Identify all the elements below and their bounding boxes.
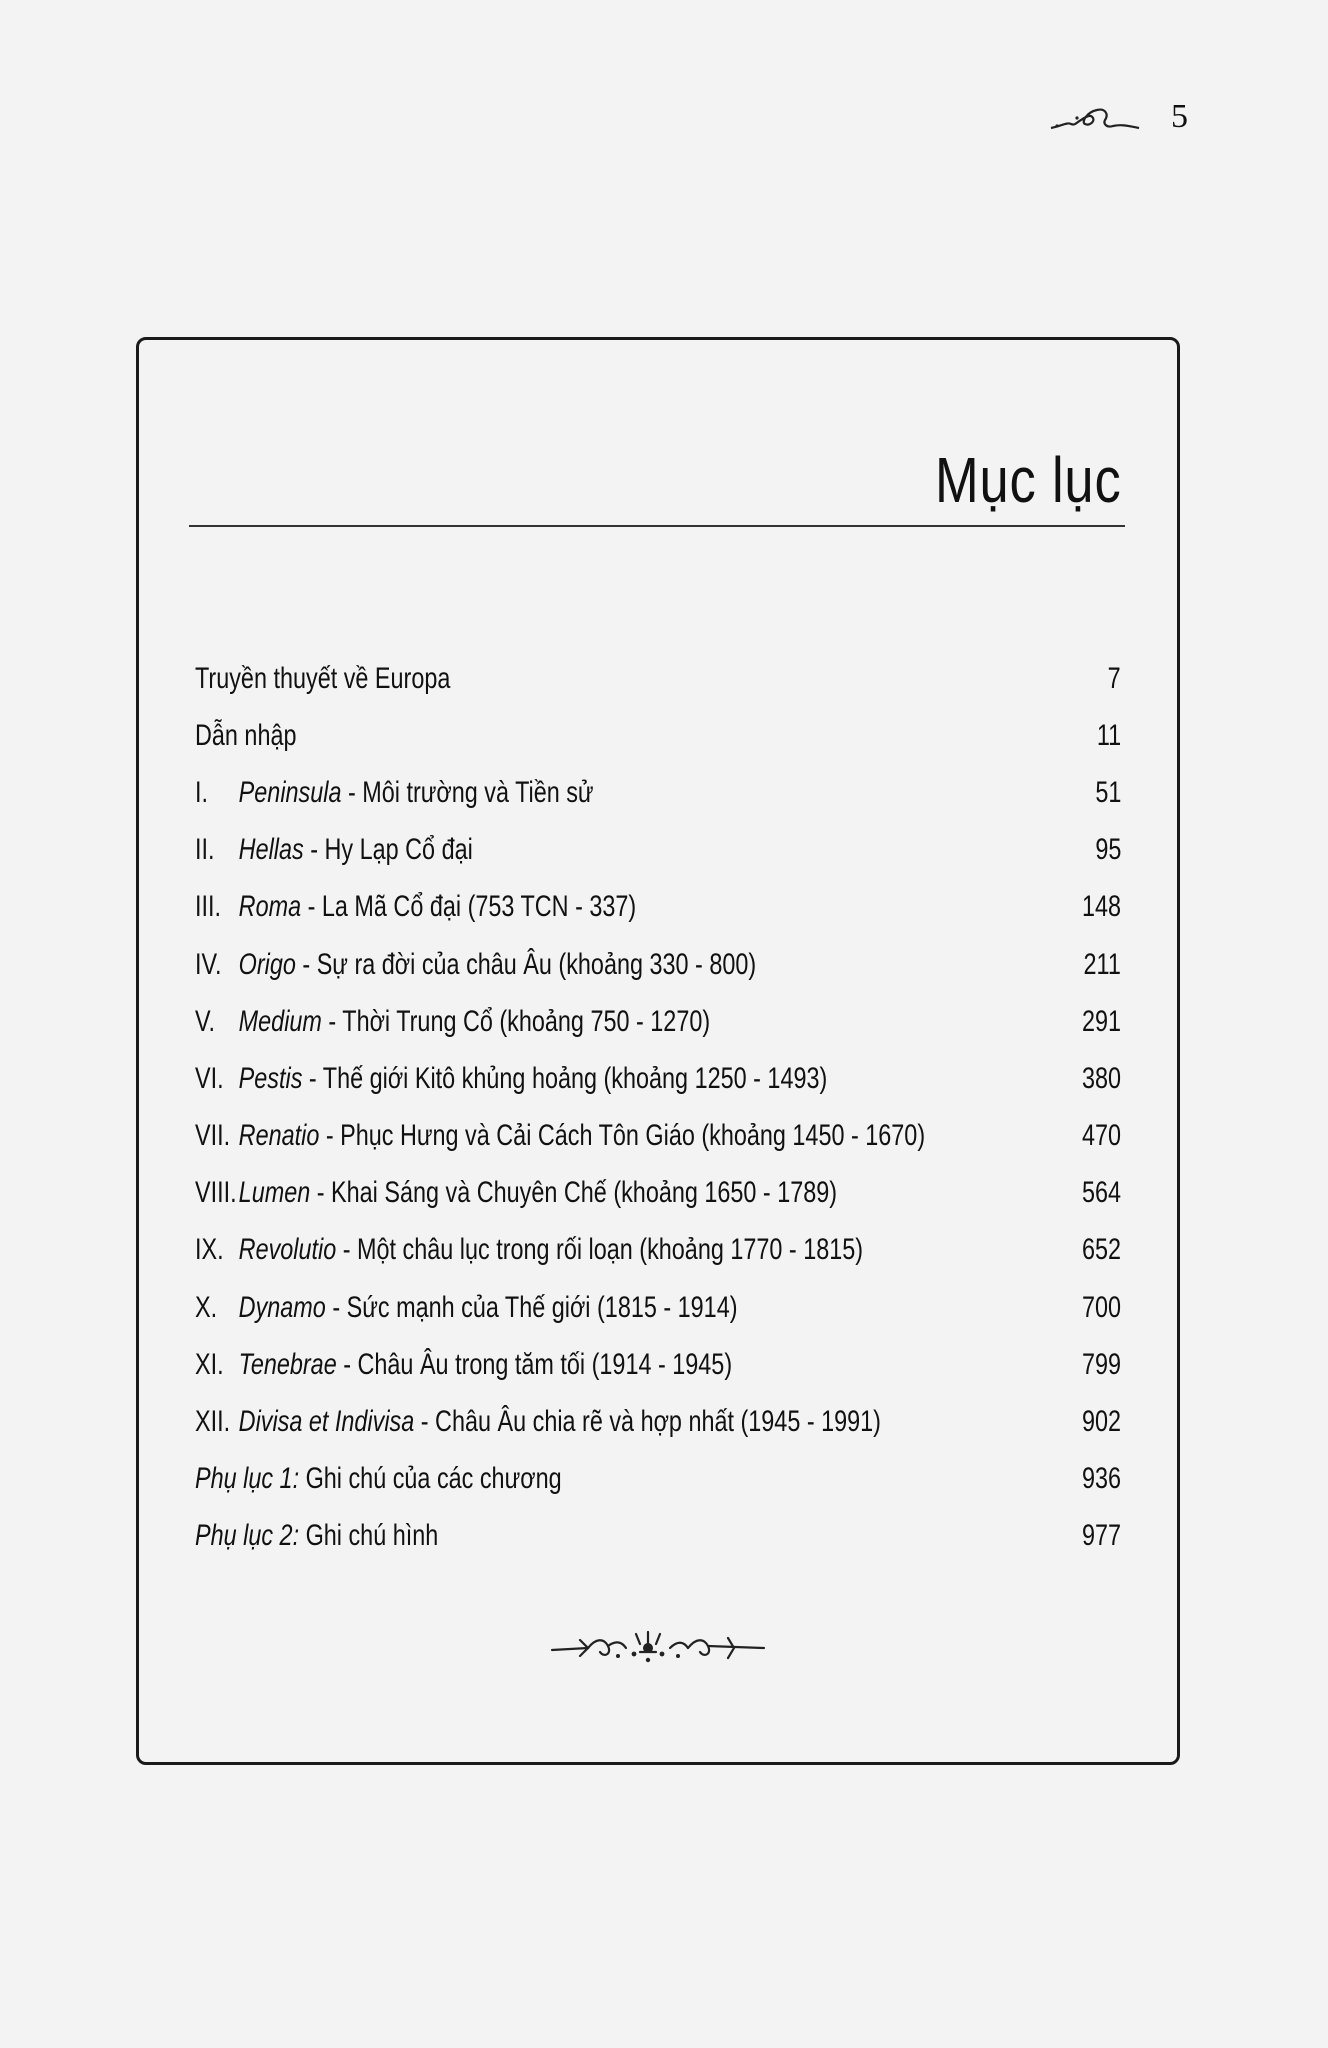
chapter-number: III.: [195, 890, 222, 924]
chapter-number: X.: [195, 1290, 218, 1324]
chapter-title: - Châu Âu chia rẽ và hợp nhất (1945 - 1991): [414, 1405, 881, 1439]
chapter-latin-title: Origo: [238, 947, 296, 981]
chapter-title: - Thế giới Kitô khủng hoảng (khoảng 1250 - 1493): [302, 1061, 828, 1095]
toc-entry[interactable]: [195, 1336, 1121, 1393]
toc-entry[interactable]: [195, 936, 1121, 993]
page-number: 5: [1171, 98, 1188, 135]
chapter-number: XI.: [195, 1347, 224, 1381]
chapter-title: Ghi chú của các chương: [299, 1462, 562, 1496]
entry-page-number: 148: [1081, 890, 1121, 924]
chapter-title: - La Mã Cổ đại (753 TCN - 337): [301, 890, 637, 924]
chapter-number: IX.: [195, 1233, 224, 1267]
flourish-divider-icon: [548, 1624, 768, 1668]
entry-page-number: 380: [1081, 1061, 1121, 1095]
entry-page-number: 11: [1096, 718, 1121, 752]
entry-page-number: 211: [1083, 947, 1121, 981]
chapter-latin-title: Revolutio: [238, 1233, 337, 1267]
chapter-latin-title: Peninsula: [238, 775, 342, 809]
chapter-number: I.: [195, 775, 209, 809]
toc-entry[interactable]: [195, 1393, 1121, 1450]
chapter-latin-title: Pestis: [238, 1061, 303, 1095]
toc-entry[interactable]: [195, 822, 1121, 879]
chapter-title: - Sự ra đời của châu Âu (khoảng 330 - 800): [295, 947, 757, 981]
toc-entry[interactable]: [195, 1165, 1121, 1222]
toc-list: [195, 650, 1121, 1565]
chapter-number: IV.: [195, 947, 222, 981]
entry-page-number: 700: [1081, 1290, 1121, 1324]
chapter-title: - Môi trường và Tiền sử: [341, 775, 594, 809]
chapter-title: - Phục Hưng và Cải Cách Tôn Giáo (khoảng 1450 - 1670): [319, 1119, 926, 1153]
chapter-number: V.: [195, 1004, 215, 1038]
toc-entry[interactable]: [195, 1279, 1121, 1336]
entry-page-number: 291: [1081, 1004, 1121, 1038]
chapter-number: VI.: [195, 1061, 224, 1095]
chapter-latin-title: Dynamo: [238, 1290, 326, 1324]
chapter-latin-title: Lumen: [238, 1176, 311, 1210]
chapter-title: - Hy Lạp Cổ đại: [303, 833, 473, 867]
flourish-small-icon: [1047, 100, 1143, 134]
entry-page-number: 902: [1081, 1405, 1121, 1439]
chapter-latin-title: Divisa et Indivisa: [238, 1405, 415, 1439]
entry-page-number: 799: [1081, 1347, 1121, 1381]
page-header: [1047, 100, 1188, 134]
chapter-latin-title: Roma: [238, 890, 302, 924]
chapter-latin-title: Phụ lục 1:: [195, 1462, 300, 1496]
toc-title: Mục lục: [934, 444, 1121, 516]
entry-page-number: 95: [1094, 833, 1121, 867]
toc-entry[interactable]: [195, 650, 1121, 707]
chapter-title: Truyền thuyết về Europa: [195, 661, 451, 695]
toc-entry[interactable]: [195, 1050, 1121, 1107]
entry-page-number: 51: [1094, 775, 1121, 809]
chapter-latin-title: Tenebrae: [238, 1347, 337, 1381]
chapter-title: - Châu Âu trong tăm tối (1914 - 1945): [336, 1347, 733, 1381]
chapter-title: - Sức mạnh của Thế giới (1815 - 1914): [325, 1290, 738, 1324]
chapter-latin-title: Phụ lục 2:: [195, 1519, 300, 1553]
chapter-title: - Thời Trung Cổ (khoảng 750 - 1270): [321, 1004, 711, 1038]
chapter-number: II.: [195, 833, 215, 867]
chapter-number: VIII.: [195, 1176, 237, 1210]
chapter-title: Ghi chú hình: [299, 1519, 439, 1553]
chapter-number: XII.: [195, 1405, 231, 1439]
toc-frame: [136, 337, 1180, 1765]
chapter-title: - Một châu lục trong rối loạn (khoảng 1770 - 1815): [336, 1233, 864, 1267]
entry-page-number: 470: [1081, 1119, 1121, 1153]
toc-entry[interactable]: [195, 1108, 1121, 1165]
toc-entry[interactable]: [195, 993, 1121, 1050]
entry-page-number: 7: [1107, 661, 1121, 695]
chapter-latin-title: Medium: [238, 1004, 322, 1038]
entry-page-number: 564: [1081, 1176, 1121, 1210]
chapter-latin-title: Hellas: [238, 833, 304, 867]
toc-entry[interactable]: [195, 1508, 1121, 1565]
entry-page-number: 652: [1081, 1233, 1121, 1267]
toc-entry[interactable]: [195, 1222, 1121, 1279]
entry-page-number: 936: [1081, 1462, 1121, 1496]
toc-entry[interactable]: [195, 879, 1121, 936]
chapter-title: - Khai Sáng và Chuyên Chế (khoảng 1650 - 1789): [310, 1176, 838, 1210]
toc-entry[interactable]: [195, 764, 1121, 821]
chapter-latin-title: Renatio: [238, 1119, 320, 1153]
chapter-title: Dẫn nhập: [195, 718, 297, 752]
entry-page-number: 977: [1081, 1519, 1121, 1553]
toc-entry[interactable]: [195, 707, 1121, 764]
chapter-number: VII.: [195, 1119, 231, 1153]
title-divider: [189, 525, 1125, 527]
toc-entry[interactable]: [195, 1451, 1121, 1508]
